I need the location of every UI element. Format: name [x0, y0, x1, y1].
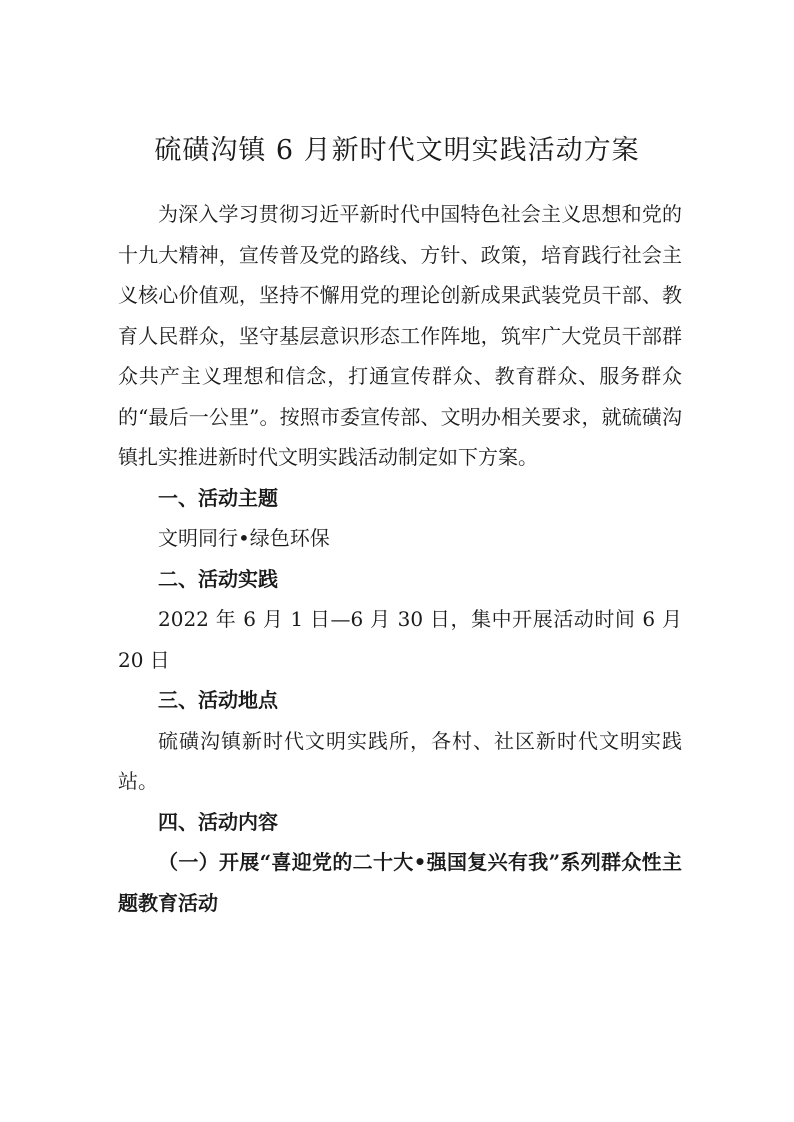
document-body	[118, 194, 682, 923]
section-text-practice: 2022 年 6 月 1 日—6 月 30 日，集中开展活动时间 6 月 20 日	[118, 607, 682, 672]
intro-paragraph: 为深入学习贯彻习近平新时代中国特色社会主义思想和党的十九大精神，宣传普及党的路线、方针、政策，培育践行社会主义核心价值观，坚持不懈用党的理论创新成果武装党员干部、教育人民群众，坚守基层意识形态工作阵地，筑牢广大党员干部群众共产主义理想和信念，打通宣传群众、教育群众、服务群众的“最后一公里”。按照市委宣传部、文明办相关要求，就硫磺沟镇扎实推进新时代文明实践活动制定如下方案。	[118, 202, 682, 469]
content-subheading-1: （一）开展“喜迎党的二十大•强国复兴有我”系列群众性主题教育活动	[118, 850, 682, 915]
section-heading-content: 四、活动内容	[158, 809, 278, 834]
section-text-theme: 文明同行•绿色环保	[158, 526, 330, 550]
section-heading-theme: 一、活动主题	[158, 485, 278, 510]
document-title: 硫磺沟镇 6 月新时代文明实践活动方案	[154, 135, 640, 166]
section-heading-practice: 二、活动实践	[158, 566, 278, 591]
section-text-location: 硫磺沟镇新时代文明实践所，各村、社区新时代文明实践站。	[118, 728, 682, 793]
section-heading-location: 三、活动地点	[158, 688, 278, 712]
